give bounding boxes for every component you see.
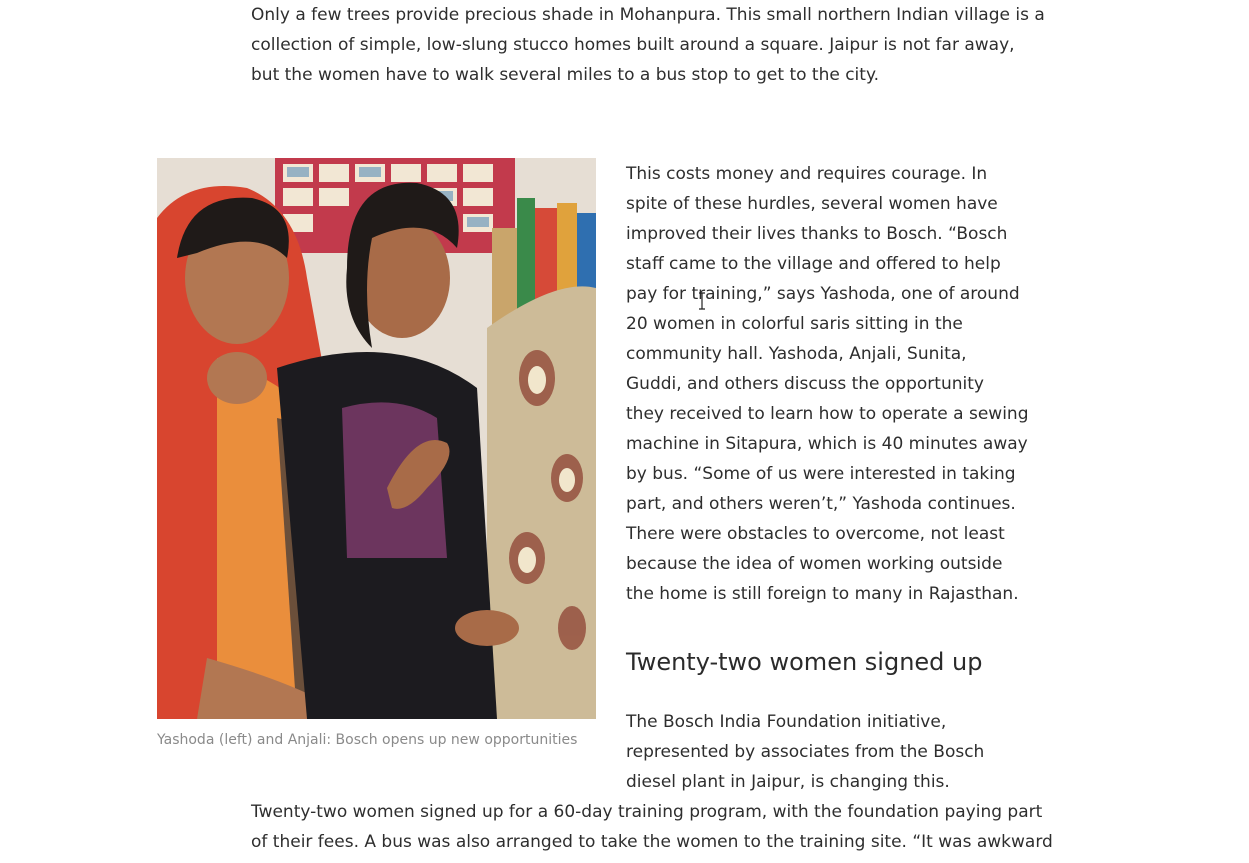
photo-women-sewing-group [157,158,596,719]
photo-caption: Yashoda (left) and Anjali: Bosch opens up new opportunities [157,732,578,748]
side-line: Guddi, and others discuss the opportunity [626,374,984,394]
side-paragraph [626,159,1029,609]
side-line: part, and others weren’t,” Yashoda continues. [626,494,1016,514]
side-line: the home is still foreign to many in Rajasthan. [626,584,1019,604]
bottom-paragraph [251,797,1053,857]
section-heading: Twenty-two women signed up [626,648,983,676]
text-cursor-icon [698,292,706,310]
side-paragraph-2 [626,707,1006,797]
bottom-line: of their fees. A bus was also arranged to take the women to the training site. “It was awkward [251,832,1053,852]
article-photo [157,158,596,719]
side-line: This costs money and requires courage. In [626,164,988,184]
side-line: There were obstacles to overcome, not least [626,524,1005,544]
intro-line: Only a few trees provide precious shade in Mohanpura. This small northern Indian village is a [251,5,1045,25]
intro-line: collection of simple, low-slung stucco homes built around a square. Jaipur is not far away, [251,35,1015,55]
side-line: they received to learn how to operate a sewing [626,404,1029,424]
side-line: improved their lives thanks to Bosch. “Bosch [626,224,1008,244]
side-line-2: diesel plant in Jaipur, is changing this. [626,772,950,792]
side-line: pay for training,” says Yashoda, one of around [626,284,1020,304]
side-line: staff came to the village and offered to help [626,254,1001,274]
side-line: 20 women in colorful saris sitting in the [626,314,963,334]
side-line: by bus. “Some of us were interested in taking [626,464,1016,484]
side-line: machine in Sitapura, which is 40 minutes away [626,434,1028,454]
intro-paragraph [251,0,1045,90]
side-line: because the idea of women working outside [626,554,1003,574]
side-line: community hall. Yashoda, Anjali, Sunita, [626,344,967,364]
side-line-2: represented by associates from the Bosch [626,742,985,762]
side-line: spite of these hurdles, several women have [626,194,998,214]
intro-line: but the women have to walk several miles to a bus stop to get to the city. [251,65,879,85]
bottom-line: Twenty-two women signed up for a 60-day training program, with the foundation paying part [251,802,1043,822]
side-line-2: The Bosch India Foundation initiative, [626,712,947,732]
